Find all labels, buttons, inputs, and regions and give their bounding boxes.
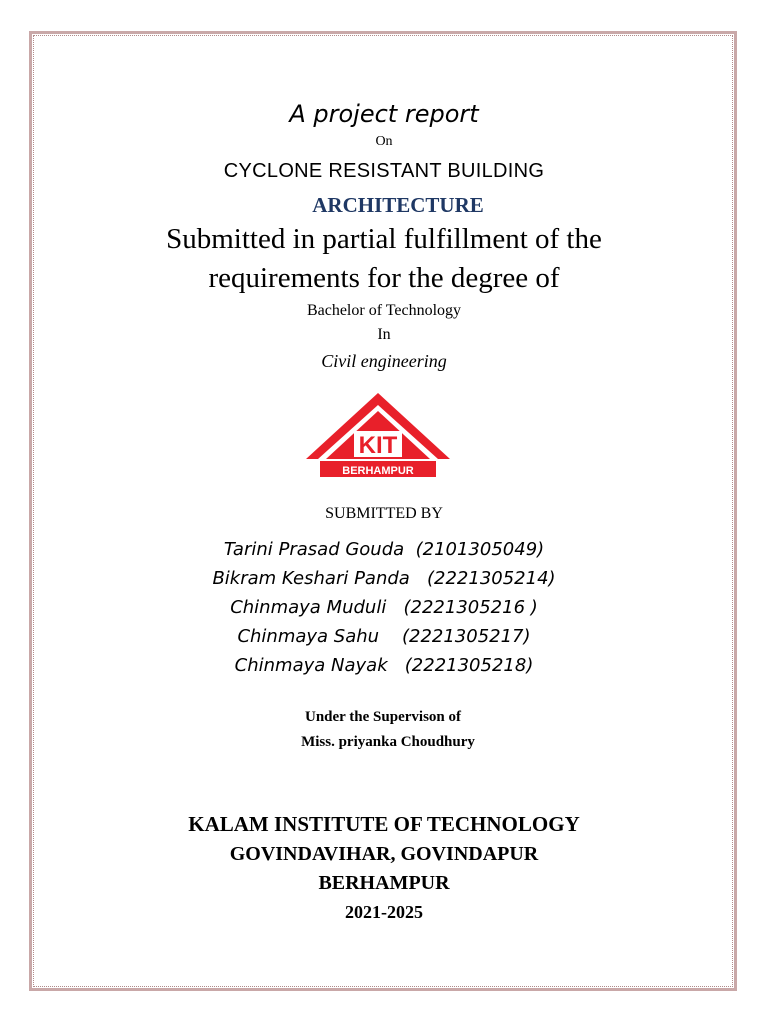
branch-name: Civil engineering [321,351,447,371]
topic-line-2: ARCHITECTURE [312,193,484,217]
member-name: Bikram Keshari Panda (2221305214) [212,568,556,589]
on-label: On [375,134,393,149]
member-name: Chinmaya Nayak (2221305218) [234,655,534,676]
submission-line-1: Submitted in partial fulfillment of the [166,223,602,255]
logo-text: KIT [358,432,398,459]
in-label: In [377,326,391,343]
report-title: A project report [289,100,479,128]
member-name: Tarini Prasad Gouda (2101305049) [223,539,545,560]
institute-name: KALAM INSTITUTE OF TECHNOLOGY [188,812,580,836]
degree-name: Bachelor of Technology [306,302,462,319]
topic-line-1: CYCLONE RESISTANT BUILDING [223,160,545,182]
institute-address-1: GOVINDAVIHAR, GOVINDAPUR [229,843,539,865]
kit-logo [302,389,454,484]
submitted-by-label: SUBMITTED BY [325,505,443,522]
logo-subtext: BERHAMPUR [342,465,414,477]
member-name: Chinmaya Sahu (2221305217) [237,626,531,647]
institute-address-2: BERHAMPUR [318,872,450,894]
supervision-label: Under the Supervison of [305,709,461,725]
member-name: Chinmaya Muduli (2221305216 ) [230,597,538,618]
session-years: 2021-2025 [345,902,423,922]
submission-line-2: requirements for the degree of [208,262,560,294]
supervisor-name: Miss. priyanka Choudhury [301,734,475,750]
